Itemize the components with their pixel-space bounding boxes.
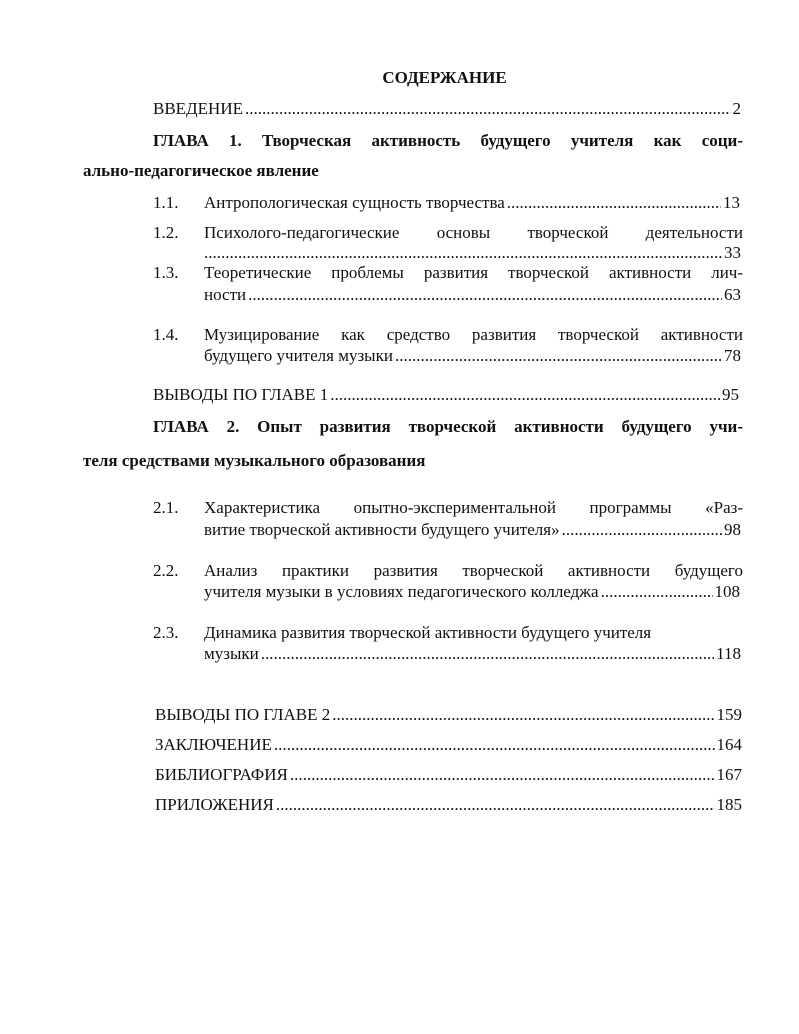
section-number: 2.2. xyxy=(153,561,179,580)
toc-entry-appendices xyxy=(155,795,742,815)
leader-dots xyxy=(601,582,713,602)
toc-entry-label: ности xyxy=(204,285,247,304)
section-number: 1.2. xyxy=(153,223,179,242)
section-number: 2.3. xyxy=(153,623,179,642)
leader-dots xyxy=(562,520,722,540)
toc-entry-1-1 xyxy=(204,193,740,213)
section-number: 1.1. xyxy=(153,193,179,212)
chapter-1-heading-line-1: ГЛАВА 1. Творческая активность будущего учителя как соци- xyxy=(153,131,743,150)
toc-entry-label: БИБЛИОГРАФИЯ xyxy=(155,765,288,784)
toc-page-number: 118 xyxy=(716,644,741,663)
toc-page-number: 159 xyxy=(716,705,742,724)
toc-entry-1-3-line-2 xyxy=(204,285,741,305)
leader-dots xyxy=(245,99,731,119)
toc-entry-2-1-line-1: Характеристика опытно-экспериментальной программы «Раз- xyxy=(204,498,743,517)
toc-page-number: 185 xyxy=(716,795,742,814)
toc-entry-label: ЗАКЛЮЧЕНИЕ xyxy=(155,735,272,754)
toc-page-number: 95 xyxy=(722,385,739,404)
section-number: 1.3. xyxy=(153,263,179,282)
toc-page-number: 167 xyxy=(716,765,742,784)
chapter-2-heading-line-2: теля средствами музыкального образования xyxy=(83,451,426,470)
toc-entry-bibliography xyxy=(155,765,742,785)
leader-dots xyxy=(276,795,715,815)
toc-page-number: 108 xyxy=(714,582,740,601)
toc-entry-intro xyxy=(153,99,741,119)
toc-entry-label: учителя музыки в условиях педагогического колледжа xyxy=(204,582,599,601)
toc-entry-1-2-line-2 xyxy=(204,243,741,263)
toc-entry-1-4-line-2 xyxy=(204,346,741,366)
toc-page-number: 33 xyxy=(724,243,741,262)
toc-page-number: 78 xyxy=(724,346,741,365)
toc-entry-label: будущего учителя музыки xyxy=(204,346,393,365)
toc-entry-conclusion-2 xyxy=(155,705,742,725)
section-number: 1.4. xyxy=(153,325,179,344)
toc-entry-label: витие творческой активности будущего учителя» xyxy=(204,520,560,539)
leader-dots xyxy=(290,765,715,785)
toc-page-number: 2 xyxy=(732,99,741,118)
toc-entry-conclusion-1 xyxy=(153,385,739,405)
toc-page-number: 13 xyxy=(723,193,740,212)
page-title: СОДЕРЖАНИЕ xyxy=(382,68,507,87)
chapter-2-heading-line-1: ГЛАВА 2. Опыт развития творческой активности будущего учи- xyxy=(153,417,743,436)
toc-entry-2-2-line-1: Анализ практики развития творческой активности будущего xyxy=(204,561,743,580)
leader-dots xyxy=(248,285,722,305)
leader-dots xyxy=(395,346,722,366)
leader-dots xyxy=(204,243,722,263)
toc-entry-1-3-line-1: Теоретические проблемы развития творческой активности лич- xyxy=(204,263,743,282)
toc-entry-1-4-line-1: Музицирование как средство развития творческой активности xyxy=(204,325,743,344)
toc-entry-1-2-line-1: Психолого-педагогические основы творческой деятельности xyxy=(204,223,743,242)
toc-entry-label: ВЫВОДЫ ПО ГЛАВЕ 1 xyxy=(153,385,329,404)
toc-entry-label: музыки xyxy=(204,644,259,663)
toc-entry-label: Антропологическая сущность творчества xyxy=(204,193,505,212)
toc-entry-label: ВЫВОДЫ ПО ГЛАВЕ 2 xyxy=(155,705,331,724)
leader-dots xyxy=(507,193,721,213)
toc-entry-conclusion xyxy=(155,735,742,755)
toc-page-number: 63 xyxy=(724,285,741,304)
toc-entry-2-3-line-1: Динамика развития творческой активности будущего учителя xyxy=(204,623,652,642)
toc-entry-label: ВВЕДЕНИЕ xyxy=(153,99,243,118)
toc-entry-2-3-line-2 xyxy=(204,644,741,664)
leader-dots xyxy=(332,705,714,725)
chapter-1-heading-line-2: ально-педагогическое явление xyxy=(83,161,319,180)
toc-entry-2-1-line-2 xyxy=(204,520,741,540)
toc-page-number: 98 xyxy=(724,520,741,539)
toc-page-number: 164 xyxy=(716,735,742,754)
leader-dots xyxy=(330,385,720,405)
section-number: 2.1. xyxy=(153,498,179,517)
leader-dots xyxy=(261,644,714,664)
toc-entry-label: ПРИЛОЖЕНИЯ xyxy=(155,795,274,814)
leader-dots xyxy=(274,735,715,755)
toc-entry-2-2-line-2 xyxy=(204,582,740,602)
